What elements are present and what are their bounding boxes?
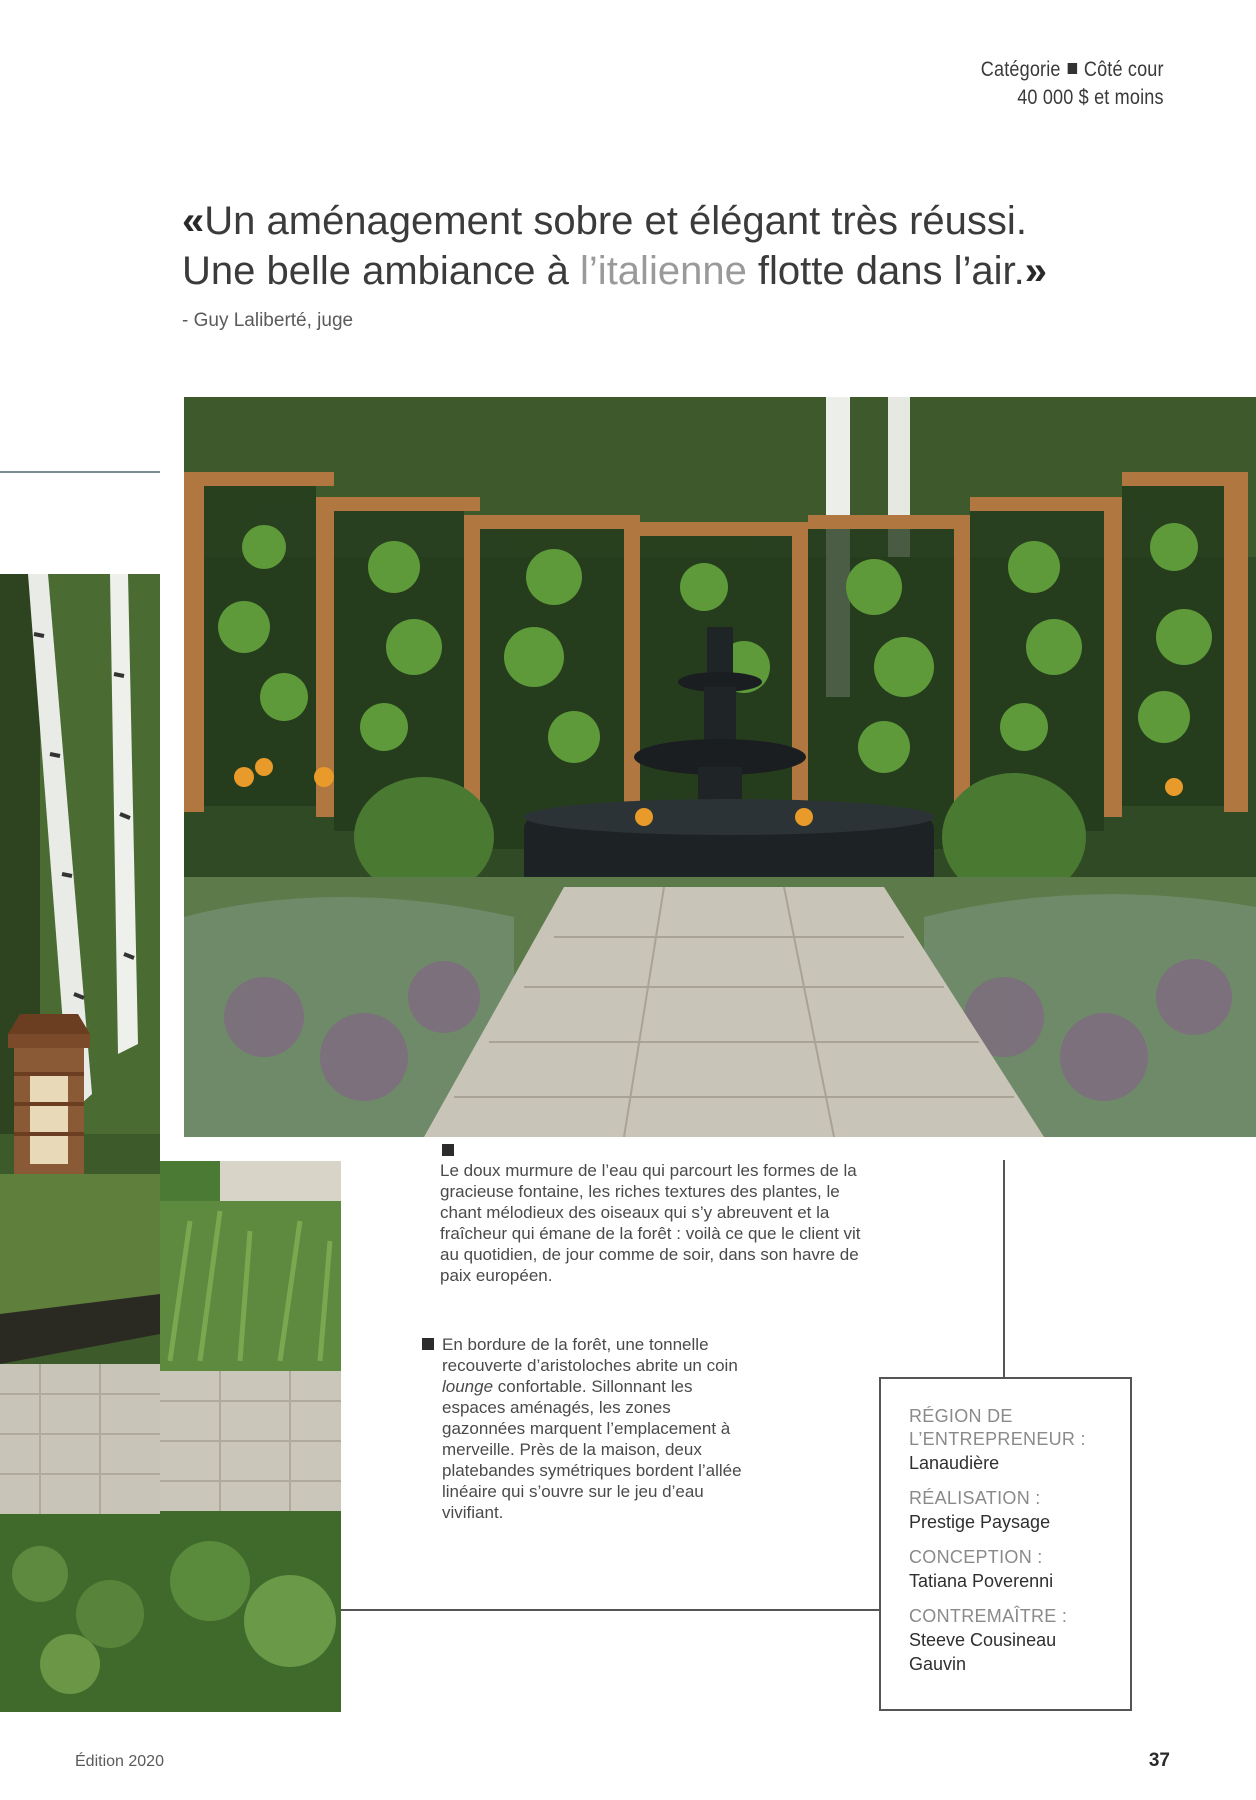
quote-line-2-c: flotte dans l’air. [746,249,1025,293]
contremaitre-label: CONTREMAÎTRE : [909,1606,1068,1626]
category-header [981,56,1164,112]
main-garden-photo [184,397,1256,1137]
category-value: Côté cour [1084,58,1164,81]
side-photo-lower [160,1161,341,1712]
conception-label: CONCEPTION : [909,1547,1043,1567]
realisation-value: Prestige Paysage [909,1512,1051,1532]
conception-value: Tatiana Poverenni [909,1571,1054,1591]
square-bullet-icon [422,1338,434,1350]
region-value: Lanaudière [909,1453,1000,1473]
body-paragraph-2 [442,1334,742,1523]
pull-quote [182,196,1142,296]
budget-label: 40 000 $ et moins [1017,86,1164,109]
quote-line-2-b: l’italienne [580,249,747,293]
body-paragraph-2-b: confortable. Sillonnant les espaces aménagés, les zones gazonnées marquent l’emplacement à merveille. Près de la maison, deux platebandes symétriques bordent l’allée linéaire qui s’ouvre sur le jeu d’eau vivifiant. [442,1377,742,1522]
connector-line-horizontal [341,1609,879,1611]
quote-author: - Guy Laliberté, juge [182,310,354,331]
side-photo [0,574,160,1712]
contremaitre-value: Steeve Cousineau Gauvin [909,1630,1057,1674]
open-guillemet: « [182,199,205,243]
body-paragraph-1: Le doux murmure de l’eau qui parcourt les formes de la gracieuse fontaine, les riches textures des plantes, le chant mélodieux des oiseaux qui s’y abreuvent et la fraîcheur qui émane de la forêt : voilà ce que le client vit au quotidien, de jour comme de soir, dans son havre de paix européen. [440,1161,861,1285]
credits-box [879,1377,1132,1711]
category-line [981,56,1164,84]
page-number: 37 [1148,1750,1170,1771]
realisation-label: RÉALISATION : [909,1488,1041,1508]
close-guillemet: » [1024,249,1047,293]
category-label: Catégorie [981,58,1061,81]
square-bullet-icon [1068,63,1077,74]
square-bullet-icon [442,1144,454,1156]
quote-line-1 [182,196,1142,246]
quote-line-2 [182,246,1142,296]
edition-label: Édition 2020 [75,1753,164,1770]
quote-line-2-a: Une belle ambiance à [182,249,581,293]
body-paragraph-2-emphasis: lounge [442,1377,494,1396]
decorative-rule [0,471,160,473]
connector-line-vertical [1003,1160,1005,1378]
region-label: RÉGION DE L’ENTREPRENEUR : [909,1406,1086,1449]
body-paragraph-2-a: En bordure de la forêt, une tonnelle recouverte d’aristoloches abrite un coin [442,1335,738,1375]
quote-line-1-text: Un aménagement sobre et élégant très réussi. [204,199,1027,243]
